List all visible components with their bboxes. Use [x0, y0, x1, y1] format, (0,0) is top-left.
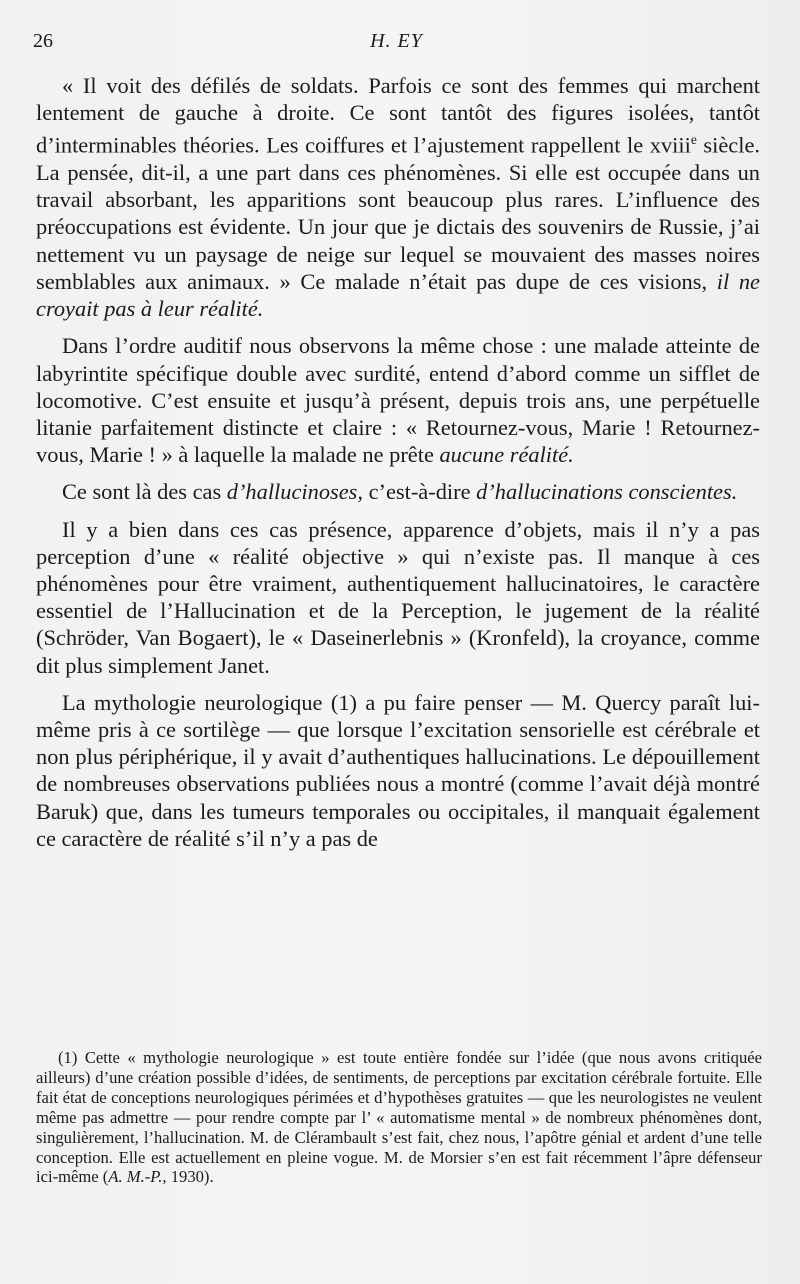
paragraph-auditory — [36, 332, 760, 468]
running-head: H. EY — [370, 30, 423, 52]
italic-text: aucune réalité. — [439, 442, 574, 468]
page-number: 26 — [33, 30, 53, 52]
text-segment: (1) Cette « mythologie neurologique » est toute entière fondée sur l’idée (que nous avons critiquée ailleurs) d’une création possible d’idées, de sentiments, de perceptions par excitation cérébrale fortuite. Elle fait état de conceptions neurologiques périmées et d’hypothèses gratuites — que les neurologistes ne veulent même pas admettre — pour rendre compte par l’ « automatisme mental » de nombreux phénomènes dont, singulièrement, l’hallucination. M. de Clérambault s’est fait, chez nous, l’apôtre génial et ardent d’une telle conception. Elle est actuellement en pleine vogue. M. de Morsier s’en est fait récemment l’âpre défenseur ici-même ( — [36, 1048, 762, 1187]
text-segment: Ce sont là des cas — [62, 479, 227, 505]
italic-text: A. M.-P., — [108, 1167, 167, 1187]
text-segment: « Il voit des défilés de soldats. Parfois ce sont des femmes qui marchent lentement de gauche à droite. Ce sont tantôt des figures isolées, tantôt d’interminables théories. Les coiffures et l’ajustement rappellent le xviii — [36, 73, 760, 158]
text-segment: 1930). — [166, 1167, 214, 1187]
italic-text: il ne croyait pas à leur réalité. — [36, 268, 760, 322]
footnote-text — [36, 1048, 762, 1187]
italic-text: d’hallucinoses, — [226, 479, 363, 505]
body-text — [36, 72, 760, 852]
text-segment: Dans l’ordre auditif nous observons la même chose : une malade atteinte de labyrintite spécifique double avec surdité, entend d’abord comme un sifflet de locomotive. C’est ensuite et jusqu’à présent, depuis trois ans, une perpétuelle litanie parfaitement distincte et claire : « Retournez-vous, Marie ! Retournez-vous, Marie ! » à laquelle la malade ne prête — [36, 333, 760, 468]
text-segment: Il y a bien dans ces cas présence, apparence d’objets, mais il n’y a pas perception d’une « réalité objective » qui n’existe pas. Il manque à ces phénomènes pour être vraiment, authentiquement hallucinatoires, le caractère essentiel de l’Hallucination et de la Perception, le jugement de la réalité (Schröder, Van Bogaert), le « Daseinerlebnis » (Kronfeld), la croyance, comme dit plus simplement Janet. — [36, 516, 760, 678]
text-segment: c’est-à-dire — [362, 479, 477, 505]
paragraph-quote — [36, 72, 760, 322]
paragraph-mythology — [36, 689, 760, 852]
superscript: e — [690, 132, 697, 148]
text-segment: siècle. La pensée, dit-il, a une part dans ces phénomènes. Si elle est occupée dans un travail absorbant, les apparitions sont beaucoup plus rares. L’influence des préoccupations est évidente. Un jour que je dictais des souvenirs de Russie, j’ai nettement vu un paysage de neige sur lequel se mouvaient des masses noires semblables aux animaux. » Ce malade n’était pas dupe de ces visions, — [36, 132, 760, 294]
italic-text: d’hallucinations conscientes. — [476, 479, 738, 505]
text-segment: La mythologie neurologique (1) a pu faire penser — M. Quercy paraît lui-même pris à ce sortilège — que lorsque l’excitation sensorielle est cérébrale et non plus périphérique, il y avait d’authentiques hallucinations. Le dépouillement de nombreuses observations publiées nous a montré (comme l’avait déjà montré Baruk) que, dans les tumeurs temporales ou occipitales, il manquait également ce caractère de réalité s’il n’y a pas de — [36, 689, 760, 851]
page-header — [33, 30, 760, 60]
paragraph-perception — [36, 516, 760, 679]
paragraph-hallucinoses — [36, 478, 760, 505]
footnote — [36, 1048, 762, 1187]
